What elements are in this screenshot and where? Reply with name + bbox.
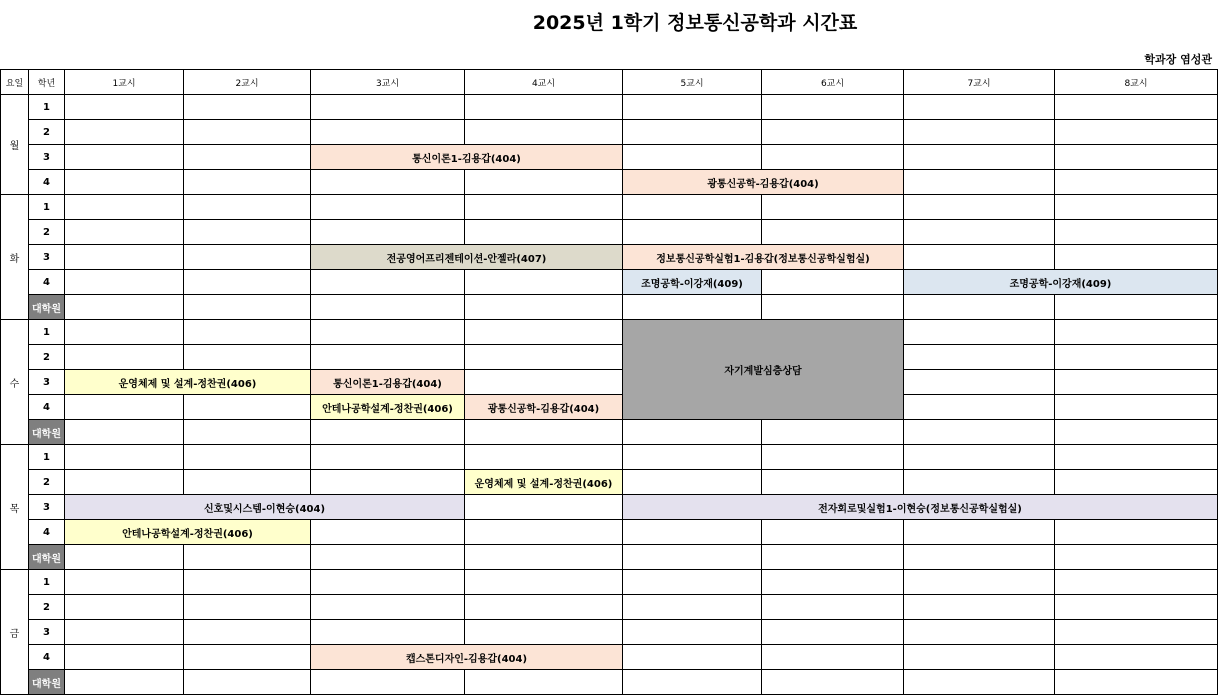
header-period: 6교시 [762,70,904,95]
course-cell[interactable]: 캡스톤디자인-김용갑(404) [311,645,623,670]
course-cell[interactable]: 전공영어프리젠테이션-안젤라(407) [311,245,623,270]
year-label: 4 [29,270,65,295]
year-label: 4 [29,645,65,670]
course-cell[interactable]: 운영체제 및 설계-정찬권(406) [465,470,623,495]
table-row [1,570,1218,595]
header-period: 3교시 [311,70,465,95]
course-cell[interactable]: 광통신공학-김용갑(404) [623,170,904,195]
day-label-thu: 목 [1,445,29,570]
day-label-wed: 수 [1,320,29,445]
table-row [1,170,1218,195]
table-row [1,220,1218,245]
year-label: 3 [29,620,65,645]
year-label: 3 [29,145,65,170]
header-period: 4교시 [465,70,623,95]
day-label-tue: 화 [1,195,29,320]
year-label: 2 [29,345,65,370]
year-label: 1 [29,445,65,470]
year-label: 4 [29,170,65,195]
course-cell[interactable]: 조명공학-이강재(409) [904,270,1218,295]
course-cell[interactable]: 통신이론1-김용갑(404) [311,370,465,395]
year-label: 1 [29,570,65,595]
year-label: 2 [29,595,65,620]
course-cell[interactable]: 정보통신공학실험1-김용갑(정보통신공학실험실) [623,245,904,270]
table-row [1,270,1218,295]
table-row [1,445,1218,470]
year-label: 2 [29,120,65,145]
counseling-block[interactable]: 자기계발심층상담 [623,320,904,420]
header-year: 학년 [29,70,65,95]
course-cell[interactable]: 통신이론1-김용갑(404) [311,145,623,170]
year-label: 1 [29,195,65,220]
course-cell[interactable]: 광통신공학-김용갑(404) [465,395,623,420]
course-cell[interactable]: 신호및시스템-이현승(404) [65,495,465,520]
day-label-fri: 금 [1,570,29,695]
year-label: 2 [29,470,65,495]
table-row [1,370,1218,395]
header-period: 1교시 [65,70,184,95]
table-row [1,495,1218,520]
timetable [0,69,1218,695]
table-row [1,95,1218,120]
table-row [1,245,1218,270]
grad-label: 대학원 [29,670,65,695]
course-cell[interactable]: 안테나공학설계-정찬권(406) [65,520,311,545]
course-cell[interactable]: 운영체제 및 설계-정찬권(406) [65,370,311,395]
table-row [1,295,1218,320]
table-row [1,545,1218,570]
course-cell[interactable]: 안테나공학설계-정찬권(406) [311,395,465,420]
year-label: 1 [29,95,65,120]
year-label: 4 [29,395,65,420]
grad-label: 대학원 [29,295,65,320]
header-row [1,70,1218,95]
year-label: 3 [29,370,65,395]
header-period: 2교시 [184,70,311,95]
grad-label: 대학원 [29,420,65,445]
table-row [1,470,1218,495]
year-label: 2 [29,220,65,245]
table-row [1,145,1218,170]
department-head: 학과장 염성관 [1144,53,1212,66]
table-row [1,345,1218,370]
header-period: 8교시 [1055,70,1218,95]
year-label: 4 [29,520,65,545]
course-cell[interactable]: 조명공학-이강재(409) [623,270,762,295]
header-period: 7교시 [904,70,1055,95]
year-label: 3 [29,245,65,270]
table-row [1,620,1218,645]
year-label: 1 [29,320,65,345]
course-cell[interactable]: 전자회로및실험1-이현승(정보통신공학실험실) [623,495,1218,520]
table-row [1,195,1218,220]
grad-label: 대학원 [29,545,65,570]
table-row [1,595,1218,620]
table-row [1,520,1218,545]
header-period: 5교시 [623,70,762,95]
table-row [1,120,1218,145]
day-label-mon: 월 [1,95,29,195]
header-day: 요일 [1,70,29,95]
table-row [1,320,1218,345]
table-row [1,395,1218,420]
year-label: 3 [29,495,65,520]
table-row [1,645,1218,670]
table-row [1,670,1218,695]
page-title: 2025년 1학기 정보통신공학과 시간표 [532,12,858,34]
table-row [1,420,1218,445]
